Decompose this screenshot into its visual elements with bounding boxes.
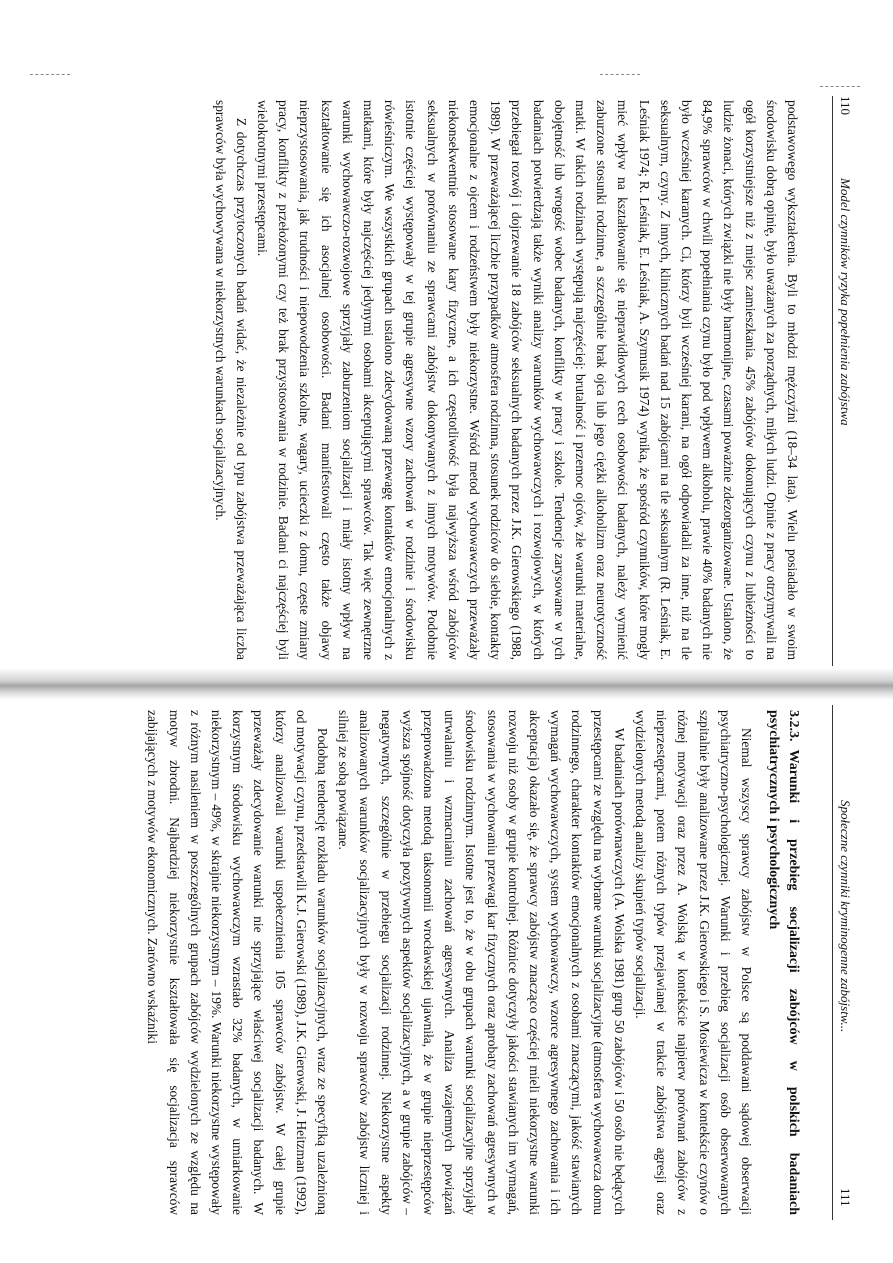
left-running-head: Model czynników ryzyka popełnienia zabójstwa xyxy=(838,178,853,426)
right-paragraph-3: Podobną tendencję rozkładu warunków socjalizacyjnych, wraz ze specyfiką uzależnioną od motywacji czynu, przedstawili K.J. Gierowski (1989), J.K. Gierowski, J. Heitzman (1992), którzy analizowali warunki uspołecznienia 105 sprawców zabójstw. W całej grupie przeważały zdecydowanie warunki nie sprzyjające właściwej socjalizacji badanych. W korzystnym środowisku wychowawczym wzrastało 32% badanych, w umiarkowanie niekorzystnym – 49%, w skrajnie niekorzystnym – 19%. Warunki niekorzystne występowały z różnym nasileniem w poszczególnych grupach zabójców wydzielonych ze względu na motyw zbrodni. Najbardziej niekorzystnie kształtowała się socjalizacja sprawców zabijających z motywów ekonomicznych. Zarówno wskaźniki xyxy=(145,710,330,1215)
scan-edge-mark-mid xyxy=(600,74,640,76)
right-paragraph-1: Niemal wszyscy sprawcy zabójstw w Polsce są poddawani sądowej obserwacji psychiatryczno-psychologicznej. Warunki i przebieg socjalizacji osób obserwowanych szpitalnie były analizowane przez J.K. Gierowskiego i S. Mosiewicza w kontekście czynów o różnej motywacji oraz przez A. Wolską w kontekście najpierw porównań zabójców z nieprzestępcami, potem różnych typów przejawianej w trakcie zabójstwa agresji oraz wydzielonych metodą analizy skupień typów socjalizacji. xyxy=(632,710,754,1215)
right-header-rule xyxy=(832,705,833,1220)
left-page-body xyxy=(209,100,803,660)
right-running-head: Społeczne czynniki kryminogenne zabójstw... xyxy=(838,800,853,1033)
left-paragraph-2: Z dotychczas przytoczonych badań widać, że niezależnie od typu zabójstwa przeważająca liczba sprawców była wychowywana w niekorzystnych warunkach socjalizacyjnych. xyxy=(212,100,249,660)
section-heading xyxy=(763,710,803,1215)
scan-edge-mark-left xyxy=(30,74,70,76)
scan-edge-mark-right xyxy=(820,86,860,88)
right-page-body xyxy=(142,710,803,1215)
section-number: 3.2.3. xyxy=(786,710,801,742)
left-paragraph-1: podstawowego wykształcenia. Byli to młodzi mężczyźni (18–34 lata). Wielu posiadało w swoim środowisku dobrą opinię, było uważanych za porządnych, miłych ludzi. Opinie z pracy otrzymywali na ogół korzystniejsze niż z miejsc zamieszkania. 45% zabójców dokonujących czynu z lubieżności to ludzie żonaci, których związki nie były harmonijne, czasami poważnie zdezorganizowane. Ustalono, że 84,9% sprawców w chwili popełniania czynu było pod wpływem alkoholu, prawie 40% badanych nie było wcześniej karanych. Ci, którzy byli wcześniej karani, na ogół odpowiadali za inne, niż na tle seksualnym, czyny. Z innych, klinicznych badań nad 15 zabójcami na tle seksualnym (R. Leśniak, E. Leśniak 1974; R. Leśniak, E. Leśniak, A. Szymusik 1974) wynika, że spośród czynników, które mogły mieć wpływ na kształtowanie się nieprawidłowych cech osobowości badanych, należy wymienić zaburzone stosunki rodzinne, a szczególnie brak ojca lub jego ciężki alkoholizm oraz neurotyczność matki. W takich rodzinach występują najczęściej: brutalność i przemoc ojców, złe warunki materialne, obojętność lub wrogość wobec badanych, konflikty w pracy i szkole. Tendencje zarysowane w tych badaniach potwierdzają także wyniki analizy warunków wychowawczych i rozwojowych, w których przebiegał rozwój i dojrzewanie 18 zabójców seksualnych badanych przez J.K. Gierowskiego (1988, 1989). W przeważającej liczbie przypadków atmosfera rodzinna, stosunek rodziców do siebie, kontakty emocjonalne z ojcem i rodzeństwem były niekorzystne. Wśród metod wychowawczych przeważały niekonsekwentnie stosowane kary fizyczne, a ich częstotliwość była najwyższa wśród zabójców seksualnych w porównaniu ze sprawcami zabójstw dokonywanych z innych motywów. Podobnie istotnie częściej występowały w tej grupie agresywne wzory zachowań w rodzinie i środowisku rówieśniczym. We wszystkich grupach ustalono zdecydowaną przewagę kontaktów emocjonalnych z matkami, które były najczęściej jedynymi osobami akceptującymi sprawców. Tak więc zewnętrzne warunki wychowawczo-rozwojowe sprzyjały zaburzeniom socjalizacji i miały istotny wpływ na kształtowanie się ich asocjalnej osobowości. Badani manifestowali często także objawy nieprzystosowania, jak trudności i niepowodzenia szkolne, wagary, ucieczki z domu, częste zmiany pracy, konflikty z przełożonymi czy też brak przystosowania w rodzinie. Badani ci najczęściej byli wielokrotnymi przestępcami. xyxy=(254,100,800,660)
book-gutter-shadow xyxy=(0,668,893,700)
right-paragraph-2: W badaniach porównawczych (A. Wolska 1981) grup 50 zabójców i 50 osób nie będących przestępcami ze względu na wybrane warunki socjalizacyjne (atmosfera wychowawcza domu rodzinnego, charakter kontaktów emocjonalnych z osobami znaczącymi, jakość stawianych wymagań wychowawczych, system wychowawczy, wzorce agresywnego zachowania i ich akceptacja) okazało się, że sprawcy zabójstw znacząco częściej mieli niekorzystne warunki rozwoju niż osoby w grupie kontrolnej. Różnice dotyczyły jakości stawianych im wymagań, stosowania w wychowaniu przewagi kar fizycznych oraz aprobaty zachowań agresywnych w środowisku rodzinnym. Istotne jest to, że w obu grupach warunki socjalizacyjne sprzyjały utrwalaniu i wzmacnianiu zachowań agresywnych. Analiza wzajemnych powiązań przeprowadzona metodą taksonomii wrocławskiej ujawniła, że w grupie nieprzestępców wyższa spójność dotyczyła pozytywnych aspektów socjalizacyjnych, a w grupie zabójców – negatywnych, szczególnie w przebiegu socjalizacji rodzinnej. Niekorzystne aspekty analizowanych warunków socjalizacyjnych były w rozwoju sprawców zabójstw liczniej i silniej ze sobą powiązane. xyxy=(336,710,627,1215)
section-title: Warunki i przebieg socjalizacji zabójców w polskich badaniach psychiatrycznych i psychologicznych xyxy=(766,710,801,1215)
left-page-number: 110 xyxy=(838,96,853,116)
left-header-rule xyxy=(832,96,833,666)
right-page-number: 111 xyxy=(838,1188,853,1207)
